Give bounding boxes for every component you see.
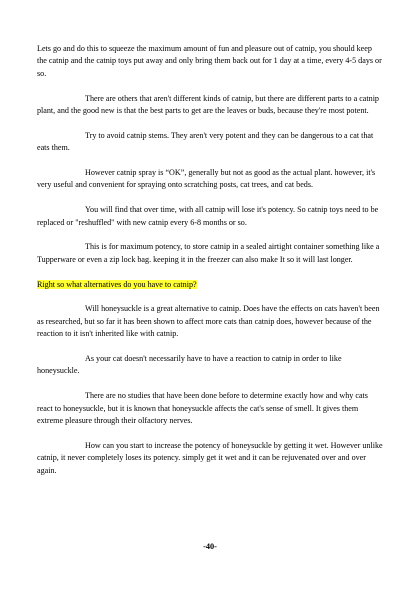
highlighted-heading-text: Right so what alternatives do you have to catnip? <box>37 279 197 289</box>
paragraph-honeysuckle-reaction: As your cat doesn't necessarily have to have a reaction to catnip in order to like honeysuckle. <box>37 354 342 376</box>
paragraph-honeysuckle-alternative: Will honeysuckle is a great alternative to catnip. Does have the effects on cats haven't been as researched, but so far it has been shown to affect more cats than catnip does, however because of the reaction to it isn't inherited like with catnip. <box>37 304 380 339</box>
paragraph-storage: This is for maximum potency, to store catnip in a sealed airtight container something like a Tupperware or even a zip lock bag. keeping it in the freezer can also make It so it will last longer. <box>37 242 380 264</box>
paragraph-avoid-stems: Try to avoid catnip stems. They aren't very potent and they can be dangerous to a cat that eats them. <box>37 130 374 153</box>
paragraph-plant-parts: There are others that aren't different kinds of catnip, but there are different parts to a catnip plant, and the good new is that the best parts to get are the leaves or buds, because they're most potent. <box>37 93 379 116</box>
paragraph-honeysuckle-potency: How can you start to increase the potency of honeysuckle by getting it wet. However unlike catnip, it never completely loses its potency. simply get it wet and it can be rejuvenated over and over again. <box>37 440 383 475</box>
paragraph-potency-loss: You will find that over time, with all catnip will lose it's potency. So catnip toys need to be replaced or "reshuffled" with new catnip every 6-8 months or so. <box>37 205 379 227</box>
section-heading <box>37 279 383 291</box>
page-number: -40- <box>203 542 217 551</box>
paragraph-catnip-spray: However catnip spray is “OK”, generally but not as good as the actual plant. however, it's very useful and convenient for spraying onto scratching posts, cat trees, and cat beds. <box>37 168 376 190</box>
paragraph-keep-catnip-away: Lets go and do this to squeeze the maximum amount of fun and pleasure out of catnip, you should keep the catnip and the catnip toys put away and only bring them back out for 1 day at a time, every 4-5 days or so. <box>37 44 382 78</box>
paragraph-honeysuckle-studies: There are no studies that have been done before to determine exactly how and why cats react to honeysuckle, but it is known that honeysuckle affects the cat's sense of smell. It gives them extreme pleasure through their olfactory nerves. <box>37 391 368 426</box>
